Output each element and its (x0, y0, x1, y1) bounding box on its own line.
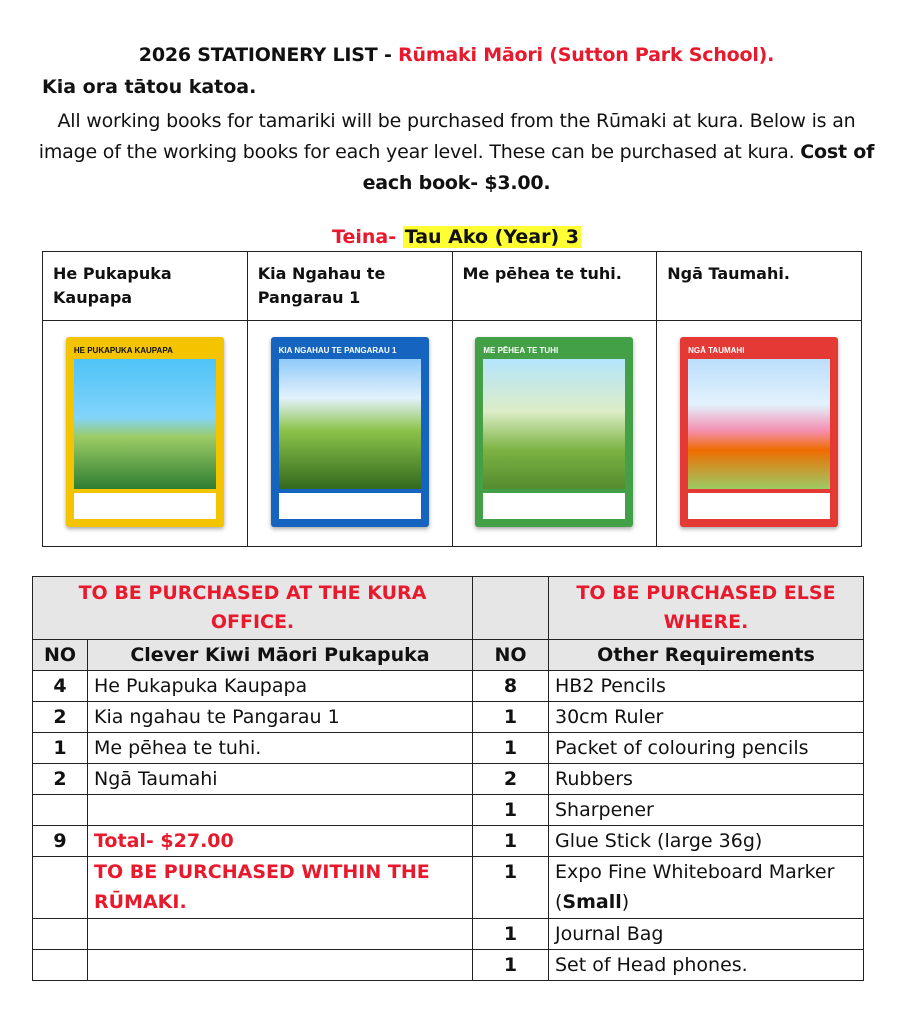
requirements-heading-row (33, 577, 864, 640)
workbook-name: Kia Ngahau te Pangarau 1 (247, 252, 452, 321)
col-pukapuka: Clever Kiwi Māori Pukapuka (88, 640, 473, 671)
title-prefix: 2026 STATIONERY LIST - (138, 44, 399, 66)
title-school: Rūmaki Māori (Sutton Park School). (398, 44, 775, 66)
intro-paragraph (34, 106, 879, 199)
intro-cost: Cost of each book- $3.00. (362, 141, 875, 194)
cover-title: HE PUKAPUKA KAUPAPA (74, 345, 216, 357)
table-row: 1 Journal Bag (33, 919, 864, 950)
level-label: Teina- (332, 226, 403, 248)
table-row: 2 Ngā Taumahi 2 Rubbers (33, 764, 864, 795)
cover-title: NGĀ TAUMAHI (688, 345, 830, 357)
total-cost: Total- $27.00 (88, 826, 473, 857)
workbook-name: Ngā Taumahi. (657, 252, 862, 321)
year-level-heading (0, 226, 913, 248)
table-row: 2 Kia ngahau te Pangarau 1 1 30cm Ruler (33, 702, 864, 733)
greeting: Kia ora tātou katoa. (42, 76, 257, 98)
workbook-names-row (43, 252, 862, 321)
workbook-name: Me pēhea te tuhi. (452, 252, 657, 321)
intro-text: All working books for tamariki will be purchased from the Rūmaki at kura. Below is an image of the working books for each year level. These can be purchased at kura. (38, 110, 856, 163)
table-row: TO BE PURCHASED WITHIN THE RŪMAKI. 1 Expo Fine Whiteboard Marker (Small) (33, 857, 864, 919)
cover-title: ME PĒHEA TE TUHI (483, 345, 625, 357)
workbooks-table (42, 251, 862, 547)
rumaki-heading: TO BE PURCHASED WITHIN THE RŪMAKI. (88, 857, 473, 919)
table-row: 9 Total- $27.00 1 Glue Stick (large 36g) (33, 826, 864, 857)
col-other-requirements: Other Requirements (549, 640, 864, 671)
workbook-images-row (43, 321, 862, 547)
requirements-column-header (33, 640, 864, 671)
col-no: NO (473, 640, 549, 671)
table-row: 1 Sharpener (33, 795, 864, 826)
workbook-cover-image (66, 337, 224, 527)
table-row: 4 He Pukapuka Kaupapa 8 HB2 Pencils (33, 671, 864, 702)
workbook-cover-image (475, 337, 633, 527)
level-highlight: Tau Ako (Year) 3 (404, 226, 579, 248)
table-row: 1 Set of Head phones. (33, 950, 864, 981)
workbook-cover-image (271, 337, 429, 527)
cover-title: KIA NGAHAU TE PANGARAU 1 (279, 345, 421, 357)
kura-office-heading: TO BE PURCHASED AT THE KURA OFFICE. (33, 577, 473, 640)
requirements-table (32, 576, 864, 981)
page-title (0, 44, 913, 66)
table-row: 1 Me pēhea te tuhi. 1 Packet of colouring pencils (33, 733, 864, 764)
workbook-name: He Pukapuka Kaupapa (43, 252, 248, 321)
elsewhere-heading: TO BE PURCHASED ELSE WHERE. (549, 577, 864, 640)
col-no: NO (33, 640, 88, 671)
workbook-cover-image (680, 337, 838, 527)
